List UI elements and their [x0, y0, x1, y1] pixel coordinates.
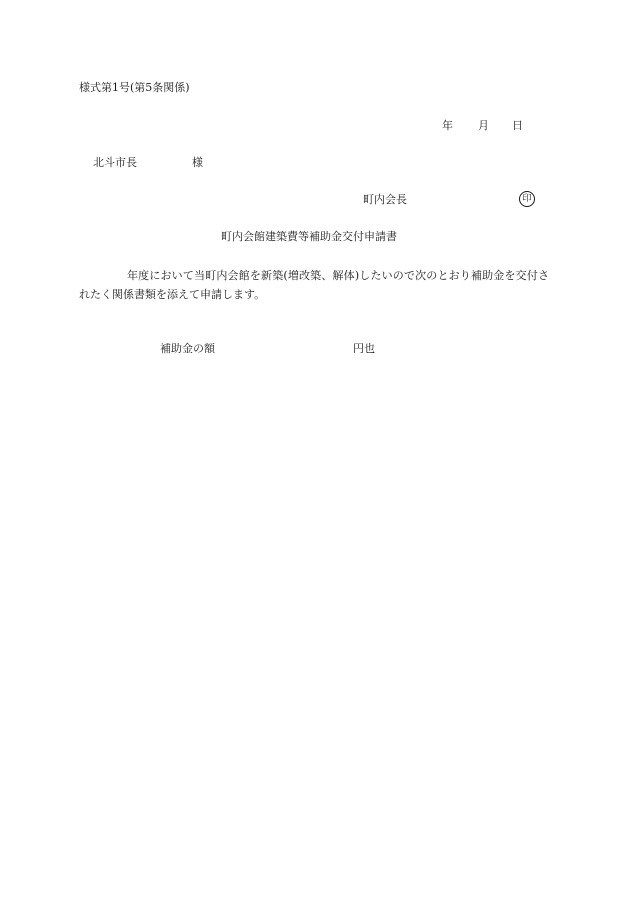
form-number: 様式第1号(第5条関係): [79, 81, 190, 94]
applicant-title: 町内会長: [363, 193, 407, 206]
body-paragraph: 年度において当町内会館を新築(増改築、解体)したいので次のとおり補助金を交付されたく関係書類を添えて申請します。: [79, 269, 549, 301]
date-month-label: 月: [478, 119, 489, 132]
amount-unit: 円也: [353, 342, 375, 355]
seal-icon: 印: [519, 191, 535, 207]
date-year-label: 年: [442, 119, 453, 132]
addressee-name: 北斗市長: [93, 156, 137, 169]
addressee-honorific: 様: [192, 156, 203, 169]
document-title: 町内会館建築費等補助金交付申請書: [221, 230, 397, 243]
date-day-label: 日: [512, 119, 523, 132]
amount-label: 補助金の額: [160, 342, 215, 355]
